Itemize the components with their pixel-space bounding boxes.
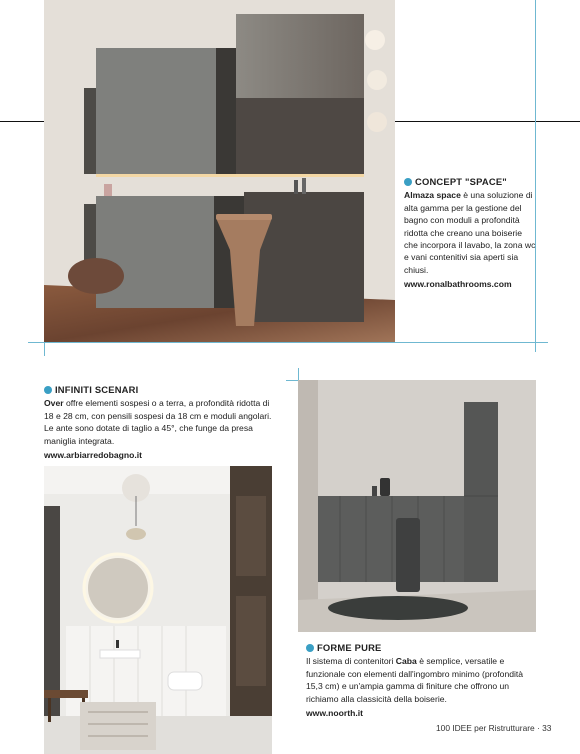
header-rule-left (0, 121, 44, 122)
caption-text: è una soluzione di alta gamma per la gestione del bagno con moduli a profondità ridotta che creano una boiserie che incorpora il lavabo, la zona wc e vani contenitivi sia aperti sia chiusi. (404, 190, 536, 275)
caption-heading-text: INFINITI SCENARI (55, 384, 139, 395)
bullet-dot-icon (404, 178, 412, 186)
bathroom-illustration-1 (44, 0, 395, 342)
caption-url-link[interactable]: www.noorth.it (306, 708, 363, 719)
caption-heading-text: FORME PURE (317, 642, 382, 653)
caption-brand: Over (44, 398, 64, 409)
caption-lead: Il sistema di contenitori (306, 656, 396, 667)
photo-almaza-space-bathroom (44, 0, 395, 342)
caption-heading (306, 642, 542, 654)
caption-text: offre elementi sospesi o a terra, a profondità ridotta di 18 e 28 cm, con pensili sospesi da 18 cm e moduli angolari. Le ante sono dotate di taglio a 45°, che funge da presa maniglia integrata. (44, 398, 272, 446)
photo-caba-bathroom (298, 380, 536, 632)
caption-body (306, 655, 542, 705)
caption-url-link[interactable]: www.arbiarredobagno.it (44, 450, 143, 461)
caption-forme-pure (306, 642, 542, 719)
caption-infiniti-scenari (44, 384, 276, 461)
page-folio: 100 IDEE per Ristrutturare · 33 (436, 723, 552, 733)
photo-over-bathroom (44, 466, 272, 754)
caption-concept-space (404, 176, 536, 291)
caption-body (44, 397, 276, 447)
bullet-dot-icon (306, 644, 314, 652)
header-rule-right (395, 121, 580, 122)
caption-brand: Caba (395, 656, 417, 667)
bullet-dot-icon (44, 386, 52, 394)
bathroom-illustration-2 (298, 380, 536, 632)
caption-url-link[interactable]: www.ronalbathrooms.com (404, 279, 512, 290)
caption-heading (44, 384, 276, 396)
bathroom-illustration-3 (44, 466, 272, 754)
caption-heading-text: CONCEPT "SPACE" (415, 176, 507, 187)
caption-body (404, 189, 536, 276)
caption-brand: Almaza space (404, 190, 461, 201)
caption-text: è semplice, versatile e funzionale con elementi dall'ingombro minimo (profondità 15,3 cm) e un'ampia gamma di finiture che offrono un richiamo alla classicità della boiserie. (306, 656, 524, 704)
horizontal-rule-top (28, 342, 548, 343)
caption-heading (404, 176, 536, 188)
